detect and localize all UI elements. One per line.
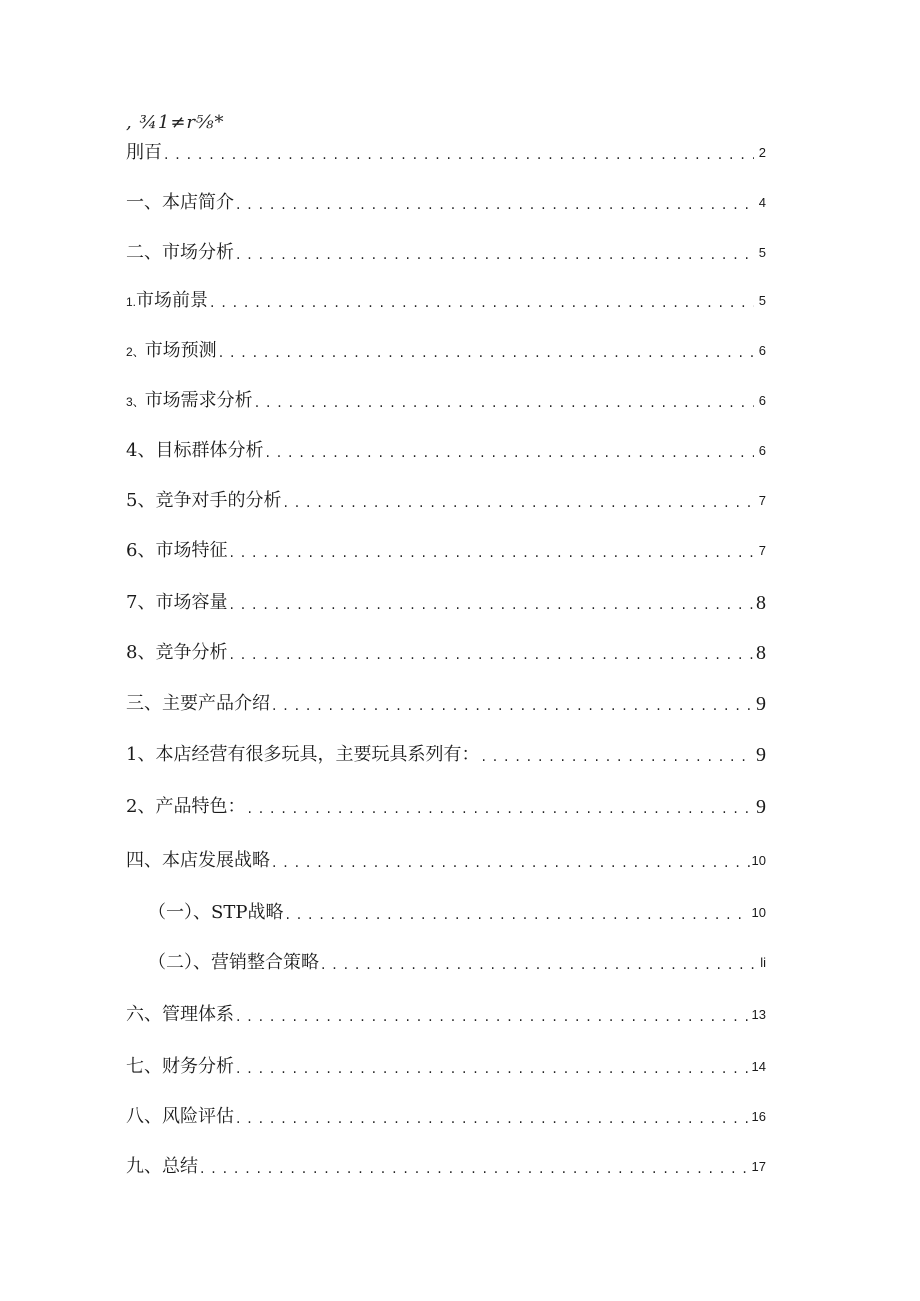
toc-entry[interactable] [126,188,766,218]
toc-entry-label: 2、产品特色： [126,796,246,817]
dot-leader [285,898,749,928]
dot-leader [247,792,754,822]
toc-entry[interactable] [126,846,766,876]
toc-entry-label: （一）、STP战略 [148,902,284,923]
toc-entry-label: 5、竞争对手的分析 [126,490,282,511]
toc-entry[interactable] [126,336,766,366]
dot-leader [229,638,754,668]
toc-entry[interactable] [126,138,766,168]
dot-leader [236,188,754,218]
dot-leader [236,1052,750,1082]
toc-entry-number: 2、 [126,344,145,359]
dot-leader [164,138,754,168]
toc-entry[interactable] [126,436,766,466]
toc-entry-label: 九、总结 [126,1156,198,1177]
dot-leader [229,536,754,566]
toc-entry-label: 7、市场容量 [126,592,228,613]
toc-entry-label: 刖百 [126,142,162,163]
dot-leader [321,948,754,978]
dot-leader [200,1152,750,1182]
toc-entry-page: 7 [758,543,766,558]
toc-entry-page: 5 [758,293,766,308]
toc-entry-label: 四、本店发展战略 [126,850,270,871]
toc-entry-label: 六、管理体系 [126,1004,234,1025]
toc-entry-label [126,386,253,417]
dot-leader [229,588,754,618]
toc-entry-label: 八、风险评估 [126,1106,234,1127]
toc-entry-label: 七、财务分析 [126,1056,234,1077]
toc-entry[interactable] [126,1152,766,1182]
toc-entry-page: 7 [758,493,766,508]
toc-entry[interactable] [126,740,766,770]
toc-entry-label: 二、市场分析 [126,242,234,263]
toc-entry-page: 14 [751,1059,766,1074]
toc-entry-page: 9 [756,744,766,766]
dot-leader [236,1102,750,1132]
toc-entry-label: （二）、营销整合策略 [148,952,319,973]
toc-entry[interactable] [148,898,766,928]
dot-leader [255,386,754,416]
toc-entry[interactable] [126,486,766,516]
toc-entry[interactable] [126,588,766,618]
toc-entry-page: 13 [751,1007,766,1022]
dot-leader [272,689,754,719]
toc-entry[interactable] [126,638,766,668]
toc-entry-text: 市场需求分析 [144,389,253,411]
toc-entry[interactable] [126,1000,766,1030]
toc-entry[interactable] [126,286,766,316]
toc-entry-page: li [760,955,766,970]
toc-entry-page: 6 [758,343,766,358]
toc-entry-page: 8 [756,642,766,664]
toc-entry[interactable] [126,536,766,566]
toc-entry-label: 6、市场特征 [126,540,228,561]
toc-entry-page: 6 [758,443,766,458]
dot-leader [219,336,754,366]
toc-entry[interactable] [126,386,766,416]
toc-entry-label [126,336,217,367]
toc-entry-label: 8、竞争分析 [126,642,228,663]
toc-entry-page: 9 [756,796,766,818]
toc-entry-number: 3、 [126,394,145,409]
toc-entry-page: 8 [756,592,766,614]
dot-leader [210,286,754,316]
toc-entry-number: 1. [126,294,137,309]
toc-entry-text: 市场前景 [136,289,209,311]
toc-entry-page: 16 [751,1109,766,1124]
dot-leader [236,238,754,268]
toc-entry-page: 10 [751,905,766,920]
dot-leader [272,846,750,876]
toc-entry[interactable] [126,1052,766,1082]
dot-leader [481,740,754,770]
toc-entry-label: 三、主要产品介绍 [126,693,270,714]
toc-heading: , ¾1≠r⅝* [126,112,225,133]
toc-entry-page: 6 [758,393,766,408]
toc-entry[interactable] [148,948,766,978]
toc-entry-page: 9 [756,693,766,715]
toc-entry-text: 市场预测 [144,339,217,361]
toc-entry-label: 1、本店经营有很多玩具，主要玩具系列有： [126,744,480,765]
toc-entry-label: 一、本店简介 [126,192,234,213]
toc-entry[interactable] [126,792,766,822]
toc-entry-page: 5 [758,245,766,260]
toc-entry-page: 4 [758,195,766,210]
toc-entry-label: 4、目标群体分析 [126,440,264,461]
toc-entry-page: 2 [758,145,766,160]
dot-leader [265,436,754,466]
toc-entry[interactable] [126,689,766,719]
toc-entry[interactable] [126,238,766,268]
toc-entry-page: 10 [751,853,766,868]
toc-entry-label [126,286,208,317]
dot-leader [283,486,754,516]
toc-entry-page: 17 [751,1159,766,1174]
toc-entry[interactable] [126,1102,766,1132]
dot-leader [236,1000,750,1030]
